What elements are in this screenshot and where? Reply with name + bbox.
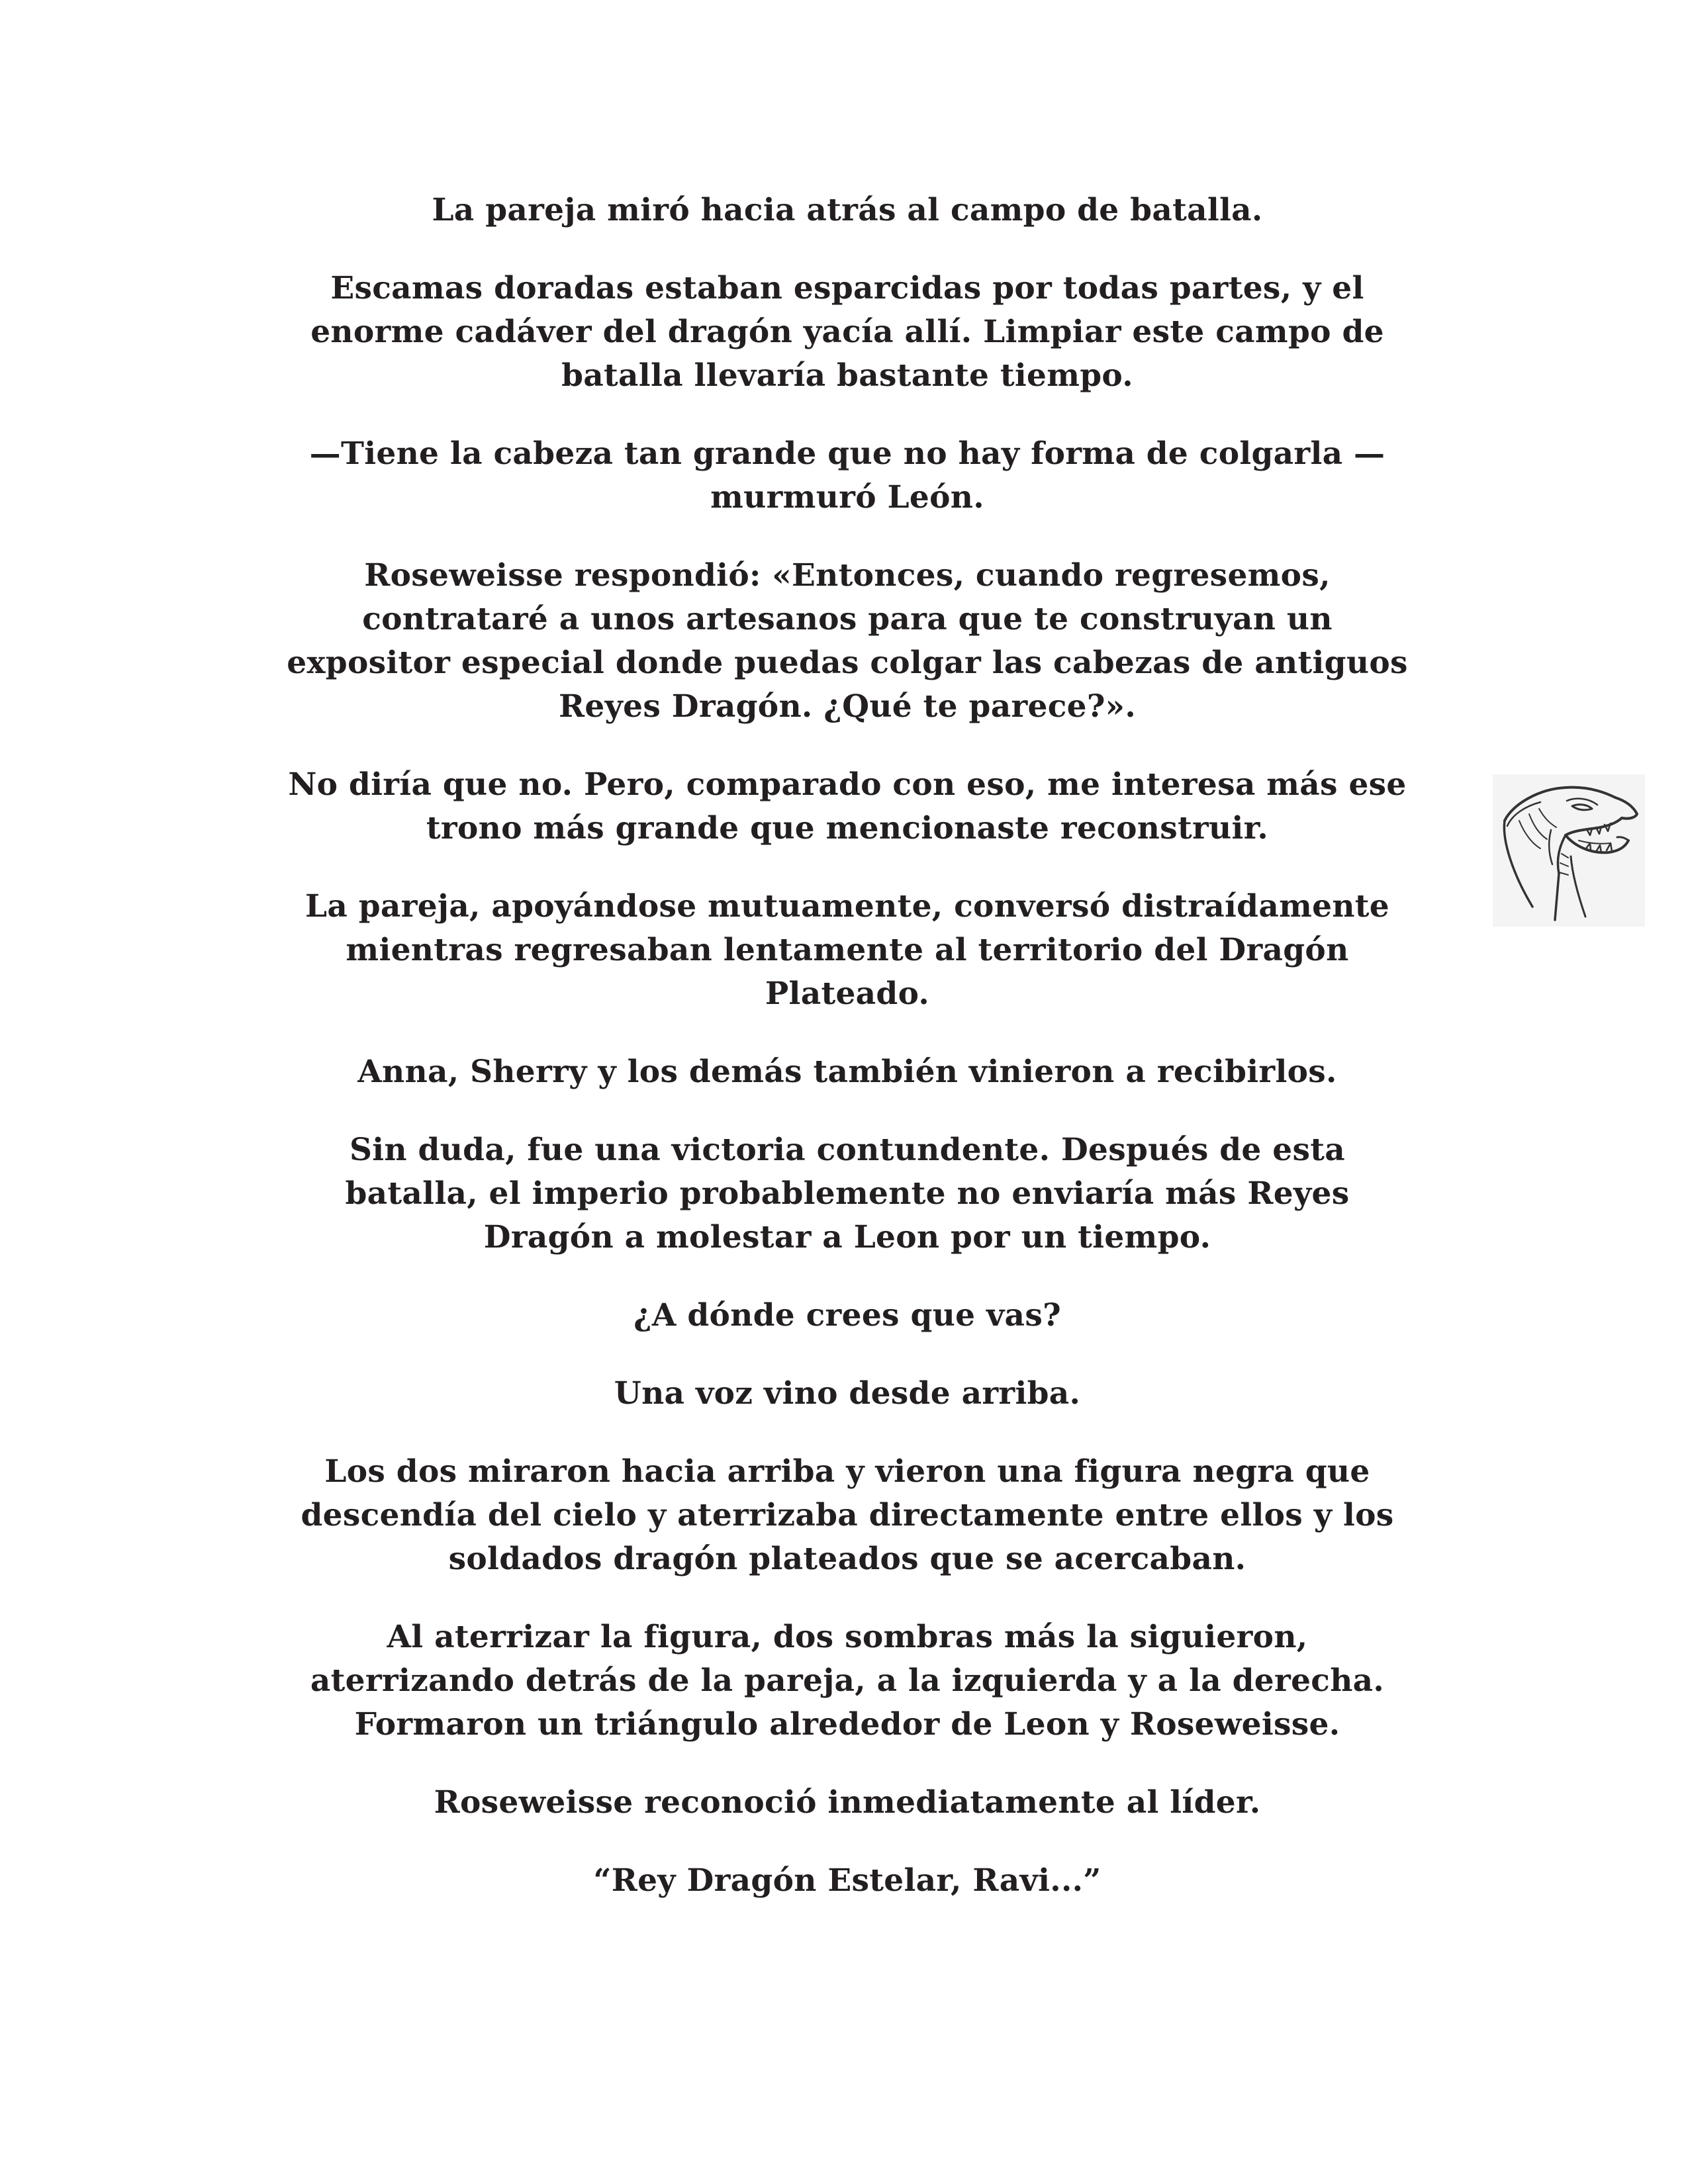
dragon-head-sketch-icon [1493, 774, 1645, 927]
paragraph: La pareja, apoyándose mutuamente, conversó distraídamente mientras regresaban lentamente al territorio del Dragón Plateado. [305, 888, 1390, 1012]
paragraph: Una voz vino desde arriba. [614, 1375, 1081, 1412]
story-text [218, 189, 1476, 1937]
paragraph: Roseweisse respondió: «Entonces, cuando regresemos, contrataré a unos artesanos para que te construyan un expositor especial donde puedas colgar las cabezas de antiguos Reyes Dragón. ¿Qué te parece?». [287, 557, 1408, 725]
paragraph: —Tiene la cabeza tan grande que no hay forma de colgarla — murmuró León. [309, 435, 1385, 516]
paragraph: Al aterrizar la figura, dos sombras más la siguieron, aterrizando detrás de la pareja, a la izquierda y a la derecha. Formaron un triángulo alrededor de Leon y Roseweisse. [310, 1619, 1385, 1743]
paragraph: Sin duda, fue una victoria contundente. Después de esta batalla, el imperio probablemente no enviaría más Reyes Dragón a molestar a Leon por un tiempo. [345, 1132, 1350, 1255]
paragraph: Los dos miraron hacia arriba y vieron una figura negra que descendía del cielo y aterrizaba directamente entre ellos y los soldados dragón plateados que se acercaban. [301, 1453, 1394, 1577]
paragraph: ¿A dónde crees que vas? [633, 1297, 1061, 1334]
paragraph: Roseweisse reconoció inmediatamente al líder. [434, 1784, 1261, 1821]
paragraph: No diría que no. Pero, comparado con eso, me interesa más ese trono más grande que mencionaste reconstruir. [288, 766, 1407, 846]
paragraph: La pareja miró hacia atrás al campo de batalla. [432, 192, 1263, 228]
paragraph: “Rey Dragón Estelar, Ravi...” [593, 1862, 1102, 1899]
paragraph: Anna, Sherry y los demás también vinieron a recibirlos. [357, 1054, 1337, 1090]
paragraph: Escamas doradas estaban esparcidas por todas partes, y el enorme cadáver del dragón yacía allí. Limpiar este campo de batalla llevaría bastante tiempo. [310, 270, 1384, 394]
